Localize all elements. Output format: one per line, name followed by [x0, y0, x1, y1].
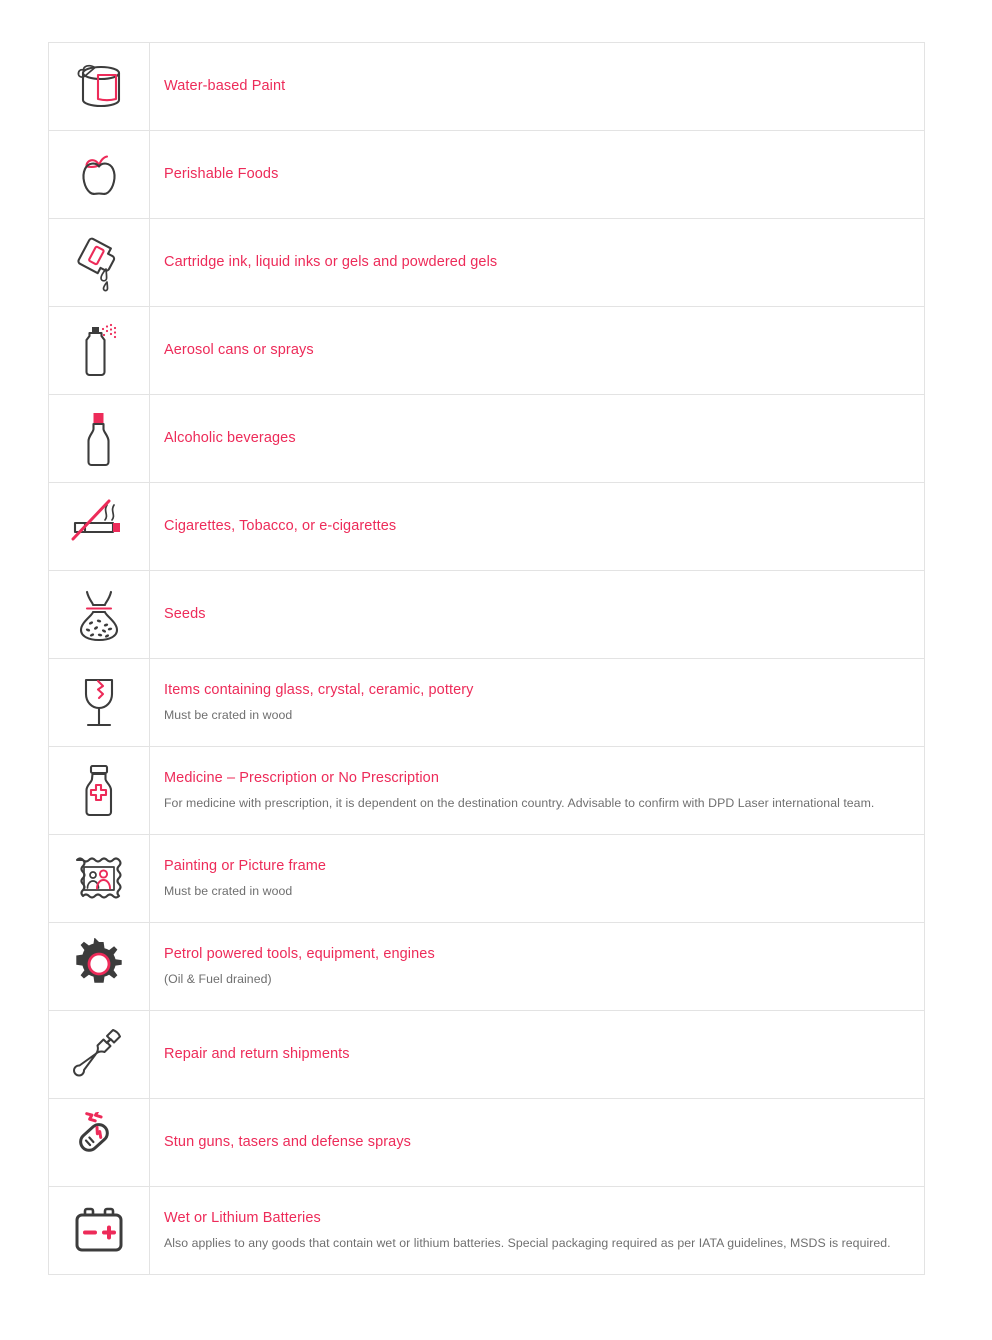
- broken-glass-icon: [71, 670, 127, 736]
- picture-frame-icon: [68, 848, 130, 910]
- item-title: Water-based Paint: [164, 77, 286, 94]
- table-row: [49, 395, 924, 483]
- icon-cell: [49, 395, 150, 482]
- text-cell: [150, 835, 924, 922]
- icon-cell: [49, 1011, 150, 1098]
- icon-cell: [49, 483, 150, 570]
- table-row: [49, 307, 924, 395]
- item-title: Cigarettes, Tobacco, or e-cigarettes: [164, 517, 397, 534]
- gear-icon: [70, 938, 128, 996]
- icon-cell: [49, 747, 150, 834]
- item-title: Aerosol cans or sprays: [164, 341, 314, 358]
- text-cell: [150, 571, 924, 658]
- icon-cell: [49, 1187, 150, 1274]
- item-title: Alcoholic beverages: [164, 429, 296, 446]
- table-row: [49, 747, 924, 835]
- icon-cell: [49, 1099, 150, 1186]
- battery-icon: [68, 1202, 130, 1260]
- table-row: [49, 1187, 924, 1275]
- medicine-bottle-icon: [71, 759, 127, 823]
- icon-cell: [49, 43, 150, 130]
- table-row: [49, 1011, 924, 1099]
- ink-cartridge-bottle-icon: [69, 232, 129, 294]
- item-sub: Must be crated in wood: [164, 708, 293, 723]
- icon-cell: [49, 219, 150, 306]
- text-cell: [150, 307, 924, 394]
- icon-cell: [49, 307, 150, 394]
- table-row: [49, 219, 924, 307]
- aerosol-spray-can-icon: [71, 319, 127, 383]
- text-cell: [150, 1187, 924, 1274]
- no-smoking-cigarette-icon: [65, 496, 133, 558]
- item-title: Cartridge ink, liquid inks or gels and powdered gels: [164, 253, 498, 270]
- item-title: Perishable Foods: [164, 165, 279, 182]
- text-cell: [150, 219, 924, 306]
- icon-cell: [49, 923, 150, 1010]
- table-row: [49, 1099, 924, 1187]
- item-title: Repair and return shipments: [164, 1045, 350, 1062]
- prohibited-items-table: [48, 42, 925, 1275]
- item-title: Seeds: [164, 605, 206, 622]
- bottle-icon: [71, 407, 127, 471]
- text-cell: [150, 131, 924, 218]
- item-title: Petrol powered tools, equipment, engines: [164, 946, 435, 963]
- text-cell: [150, 659, 924, 746]
- table-row: [49, 131, 924, 219]
- item-sub: Also applies to any goods that contain wet or lithium batteries. Special packaging required as per IATA guidelines, MSDS is required.: [164, 1236, 891, 1251]
- table-row: [49, 483, 924, 571]
- item-title: Wet or Lithium Batteries: [164, 1210, 321, 1227]
- text-cell: [150, 923, 924, 1010]
- item-title: Items containing glass, crystal, ceramic, pottery: [164, 682, 474, 699]
- seed-bag-icon: [71, 584, 127, 646]
- icon-cell: [49, 835, 150, 922]
- item-sub: (Oil & Fuel drained): [164, 972, 272, 987]
- table-row: [49, 835, 924, 923]
- text-cell: [150, 43, 924, 130]
- apple-icon: [71, 145, 127, 205]
- paint-can-icon: [71, 57, 127, 117]
- wrench-icon: [68, 1024, 130, 1086]
- stun-gun-icon: [67, 1112, 131, 1174]
- text-cell: [150, 395, 924, 482]
- text-cell: [150, 483, 924, 570]
- icon-cell: [49, 131, 150, 218]
- item-sub: For medicine with prescription, it is dependent on the destination country. Advisable to confirm with DPD Laser international team.: [164, 796, 875, 811]
- text-cell: [150, 1099, 924, 1186]
- table-row: [49, 659, 924, 747]
- item-title: Stun guns, tasers and defense sprays: [164, 1133, 412, 1150]
- text-cell: [150, 1011, 924, 1098]
- item-sub: Must be crated in wood: [164, 884, 293, 899]
- table-row: [49, 43, 924, 131]
- item-title: Medicine – Prescription or No Prescription: [164, 770, 439, 787]
- table-row: [49, 571, 924, 659]
- table-row: [49, 923, 924, 1011]
- item-title: Painting or Picture frame: [164, 858, 327, 875]
- icon-cell: [49, 659, 150, 746]
- text-cell: [150, 747, 924, 834]
- icon-cell: [49, 571, 150, 658]
